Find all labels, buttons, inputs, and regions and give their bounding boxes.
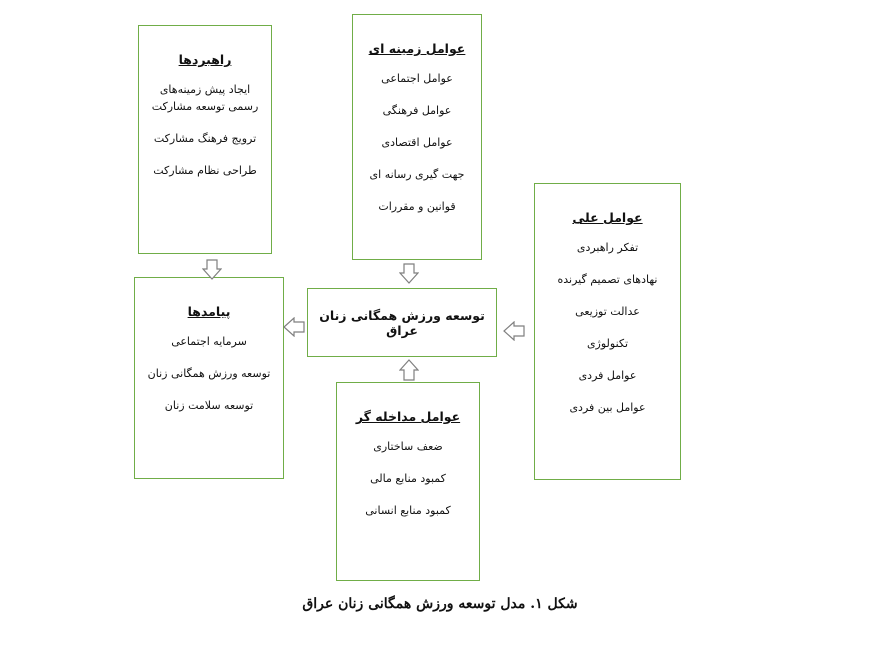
- central-phenomenon-box: [307, 288, 497, 357]
- causal-factor-item: عوامل فردی: [578, 369, 637, 382]
- arrow-down-icon: [399, 263, 419, 285]
- arrow-down-icon: [202, 259, 222, 281]
- strategies-title: راهبردها: [178, 52, 232, 67]
- outcomes-title: پیامدها: [187, 304, 231, 319]
- outcomes-box: [134, 277, 284, 479]
- causal-factor-item: تفکر راهبردی: [576, 241, 639, 254]
- outcome-item: سرمایه اجتماعی: [171, 335, 247, 348]
- central-phenomenon-label: توسعه ورزش همگانی زنان عراق: [319, 307, 485, 338]
- intervening-factors-box: [336, 382, 480, 581]
- causal-factors-box: [534, 183, 681, 480]
- contextual-factor-item: عوامل فرهنگی: [382, 104, 452, 117]
- intervening-factor-item: کمبود منابع انسانی: [365, 504, 451, 517]
- intervening-factor-item: کمبود منابع مالی: [370, 472, 446, 485]
- causal-factor-item: نهادهای تصمیم گیرنده: [557, 273, 658, 286]
- intervening-factors-title: عوامل مداخله گر: [355, 409, 461, 424]
- strategies-item: ایجاد پیش زمینه‌های رسمی توسعه مشارکت: [151, 83, 259, 113]
- arrow-left-icon: [283, 317, 305, 337]
- contextual-factor-item: جهت گیری رسانه ای: [369, 168, 465, 181]
- contextual-factor-item: عوامل اجتماعی: [381, 72, 453, 85]
- outcome-item: توسعه ورزش همگانی زنان: [147, 367, 271, 380]
- strategies-item: طراحی نظام مشارکت: [153, 164, 257, 177]
- strategies-box: [138, 25, 272, 254]
- causal-factors-title: عوامل علی: [572, 210, 643, 225]
- strategies-item: ترویج فرهنگ مشارکت: [153, 132, 257, 145]
- contextual-factors-title: عوامل زمینه ای: [368, 41, 466, 56]
- causal-factor-item: عدالت توزیعی: [575, 305, 640, 318]
- intervening-factor-item: ضعف ساختاری: [373, 440, 443, 453]
- arrow-left-icon: [503, 321, 525, 341]
- figure-caption: شکل ۱. مدل توسعه ورزش همگانی زنان عراق: [302, 596, 578, 612]
- contextual-factors-box: [352, 14, 482, 260]
- causal-factor-item: تکنولوژی: [586, 337, 629, 350]
- causal-factor-item: عوامل بین فردی: [569, 401, 646, 414]
- outcome-item: توسعه سلامت زنان: [164, 399, 254, 412]
- contextual-factor-item: عوامل اقتصادی: [381, 136, 453, 149]
- contextual-factor-item: قوانین و مقررات: [378, 200, 456, 213]
- arrow-up-icon: [399, 359, 419, 381]
